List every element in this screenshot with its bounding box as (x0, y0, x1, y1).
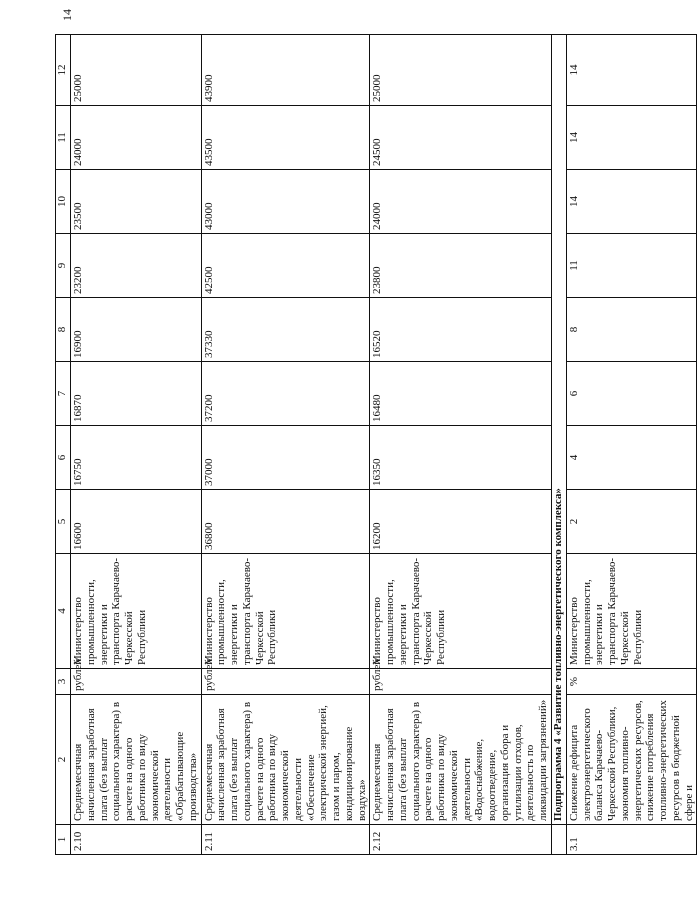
subprogram-title: Подпрограмма 4 «Развитие топливно-энергетического комплекса» (551, 35, 566, 825)
value-cell: 16480 (370, 362, 552, 426)
value-cell: 43500 (201, 106, 370, 170)
value-cell: 25000 (71, 35, 202, 106)
value-cell: 23200 (71, 234, 202, 298)
unit-cell: рублей (201, 669, 370, 695)
table-header-row (56, 35, 71, 855)
value-cell: 16900 (71, 298, 202, 362)
header-cell: 3 (56, 669, 71, 695)
header-cell: 7 (56, 362, 71, 426)
indicator-text: Среднемесячная начисленная заработная плата (без выплат социального характера) в расчете на одного работника по виду экономической деятельности «Обрабатывающие производства» (71, 695, 202, 825)
table-row (71, 35, 202, 855)
unit-cell: % (566, 669, 697, 695)
row-id: 2.11 (201, 825, 370, 855)
value-cell: 37000 (201, 426, 370, 490)
executor-cell: Министерство промышленности, энергетики и транспорта Карачаево-Черкесской Республики (370, 554, 552, 669)
value-cell: 16750 (71, 426, 202, 490)
executor-cell: Министерство промышленности, энергетики и транспорта Карачаево-Черкесской Республики (566, 554, 697, 669)
header-cell: 12 (56, 35, 71, 106)
indicator-text: Снижение дефицита электроэнергетического баланса Карачаево-Черкесской Республики, экономия топливно-энергетических ресурсов, снижение потребления топливно-энергетических ресурсов в бюджетной сфере и (566, 695, 697, 825)
header-cell: 11 (56, 106, 71, 170)
value-cell: 43000 (201, 170, 370, 234)
value-cell: 24500 (370, 106, 552, 170)
value-cell: 8 (566, 298, 697, 362)
value-cell: 36800 (201, 490, 370, 554)
value-cell: 14 (566, 170, 697, 234)
value-cell: 37200 (201, 362, 370, 426)
row-id: 2.10 (71, 825, 202, 855)
value-cell: 4 (566, 426, 697, 490)
row-id: 3.1 (566, 825, 697, 855)
table-row (201, 35, 370, 855)
value-cell: 14 (566, 35, 697, 106)
value-cell: 16870 (71, 362, 202, 426)
value-cell: 25000 (370, 35, 552, 106)
value-cell: 16350 (370, 426, 552, 490)
document-page (55, 9, 695, 855)
value-cell: 23800 (370, 234, 552, 298)
row-id: 2.12 (370, 825, 552, 855)
subprogram-spacer (551, 825, 566, 855)
subprogram-row (551, 35, 566, 855)
value-cell: 16200 (370, 490, 552, 554)
table-row (370, 35, 552, 855)
value-cell: 24000 (71, 106, 202, 170)
value-cell: 24000 (370, 170, 552, 234)
executor-cell: Министерство промышленности, энергетики и транспорта Карачаево-Черкесской Республики (71, 554, 202, 669)
unit-cell: рублей (370, 669, 552, 695)
value-cell: 23500 (71, 170, 202, 234)
value-cell: 42500 (201, 234, 370, 298)
header-cell: 10 (56, 170, 71, 234)
indicators-table (55, 34, 697, 855)
header-cell: 4 (56, 554, 71, 669)
value-cell: 11 (566, 234, 697, 298)
indicator-text: Среднемесячная начисленная заработная плата (без выплат социального характера) в расчете на одного работника по виду экономической деятельности «Обеспечение электрической энергией, газом и паром, кондиционирование воздуха» (201, 695, 370, 825)
table-row (566, 35, 697, 855)
header-cell: 6 (56, 426, 71, 490)
value-cell: 6 (566, 362, 697, 426)
header-cell: 2 (56, 695, 71, 825)
value-cell: 16600 (71, 490, 202, 554)
header-cell: 5 (56, 490, 71, 554)
value-cell: 16520 (370, 298, 552, 362)
header-cell: 8 (56, 298, 71, 362)
unit-cell: рублей (71, 669, 202, 695)
value-cell: 14 (566, 106, 697, 170)
value-cell: 43900 (201, 35, 370, 106)
executor-cell: Министерство промышленности, энергетики и транспорта Карачаево-Черкесской Республики (201, 554, 370, 669)
value-cell: 37330 (201, 298, 370, 362)
indicator-text: Среднемесячная начисленная заработная плата (без выплат социального характера) в расчете на одного работника по виду экономической деятельности «Водоснабжение, водоотведение, организация сбора и утилизации отходов, деятельность по ликвидации загрязнений» (370, 695, 552, 825)
header-cell: 9 (56, 234, 71, 298)
value-cell: 2 (566, 490, 697, 554)
page-number: 14 (60, 9, 74, 21)
header-cell: 1 (56, 825, 71, 855)
